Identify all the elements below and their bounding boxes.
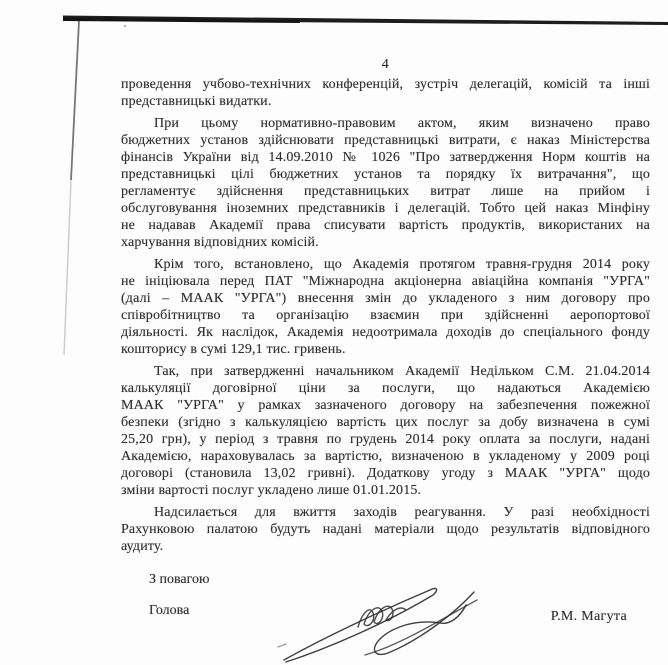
paragraph (121, 76, 650, 110)
paragraph (121, 115, 650, 251)
text-line: харчування відповідних комісій. (121, 235, 319, 250)
paragraphs (121, 76, 650, 555)
text-line: зміни вартості послуг укладено лише 01.01.2015. (121, 483, 422, 498)
signatory-name: Р.М. Магута (550, 609, 627, 624)
scan-edge-top-line (63, 16, 668, 26)
text-line: діяльності. Як наслідок, Академія недоотримала доходів до спеціального фонду (121, 325, 650, 340)
text-line: представницькі цілі бюджетних установ та порядку їх витрачання", що (121, 167, 650, 182)
text-line: бюджетних установ здійснювати представницькі витрати, є наказ Міністерства (121, 133, 650, 148)
text-line: Крім того, встановлено, що Академія протягом травня-грудня 2014 року (154, 257, 650, 272)
text-line: представницькі видатки. (121, 94, 272, 109)
signatory-title: Голова (149, 603, 190, 618)
text-line: Рахунковою палатою будуть надані матеріали щодо результатів відповідного (121, 522, 650, 537)
text-line: проведення учбово-технічних конференцій, зустріч делегацій, комісій та інші (121, 77, 650, 92)
text-line: безпеки (згідно з калькуляцією вартість цих послуг за добу визначена в сумі (121, 415, 650, 430)
text-line: 25,20 грн), у період з травня по грудень 2014 року оплата за послуги, надані (121, 432, 650, 447)
signature-block (121, 602, 650, 662)
text-line: фінансів України від 14.09.2010 № 1026 "Про затвердження Норм коштів на (121, 150, 650, 165)
text-line: співробітництво та організацію взаємин при здійсненні аеропортової (121, 308, 650, 323)
page-number: 4 (381, 57, 390, 72)
text-line: не надавав Академії права списувати вартість продуктів, використаних на (121, 218, 650, 233)
text-line: Надсилається для вжиття заходів реагування. У разі необхідності (154, 505, 650, 520)
text-line: (далі – МААК "УРГА") внесення змін до укладеного з ним договору про (121, 291, 650, 306)
closing-salutation: З повагою (149, 572, 210, 587)
paragraph (121, 363, 650, 499)
text-line: не ініціювала перед ПАТ "Міжнародна акціонерна авіаційна компанія "УРГА" (121, 274, 650, 289)
scan-edge-left-line (64, 21, 79, 355)
text-line: кошторису в сумі 129,1 тис. гривень. (121, 342, 346, 357)
paragraph (121, 504, 650, 555)
text-line: договорі (становила 13,02 гривні). Додаткову угоду з МААК "УРГА" щодо (121, 466, 650, 481)
letter-body (121, 56, 650, 662)
scan-speck (124, 25, 126, 27)
text-line: При цьому нормативно-правовим актом, яким визначено право (154, 116, 650, 131)
text-line: Академією, нараховувалась за вартістю, визначеною в укладеному у 2009 році (121, 449, 650, 464)
text-line: регламентує здійснення представницьких витрат лише на прийом і (121, 184, 650, 199)
text-line: обслуговування іноземних представників і делегацій. Тобто цей наказ Мінфіну (121, 201, 650, 216)
text-line: Так, при затвердженні начальником Академії Недільком С.М. 21.04.2014 (154, 364, 650, 379)
text-line: МААК "УРГА" у рамках зазначеного договору на забезпечення пожежної (121, 398, 650, 413)
text-line: калькуляції договірної ціни за послуги, що надаються Академією (121, 381, 650, 396)
paragraph (121, 256, 650, 358)
text-line: аудиту. (121, 539, 164, 554)
